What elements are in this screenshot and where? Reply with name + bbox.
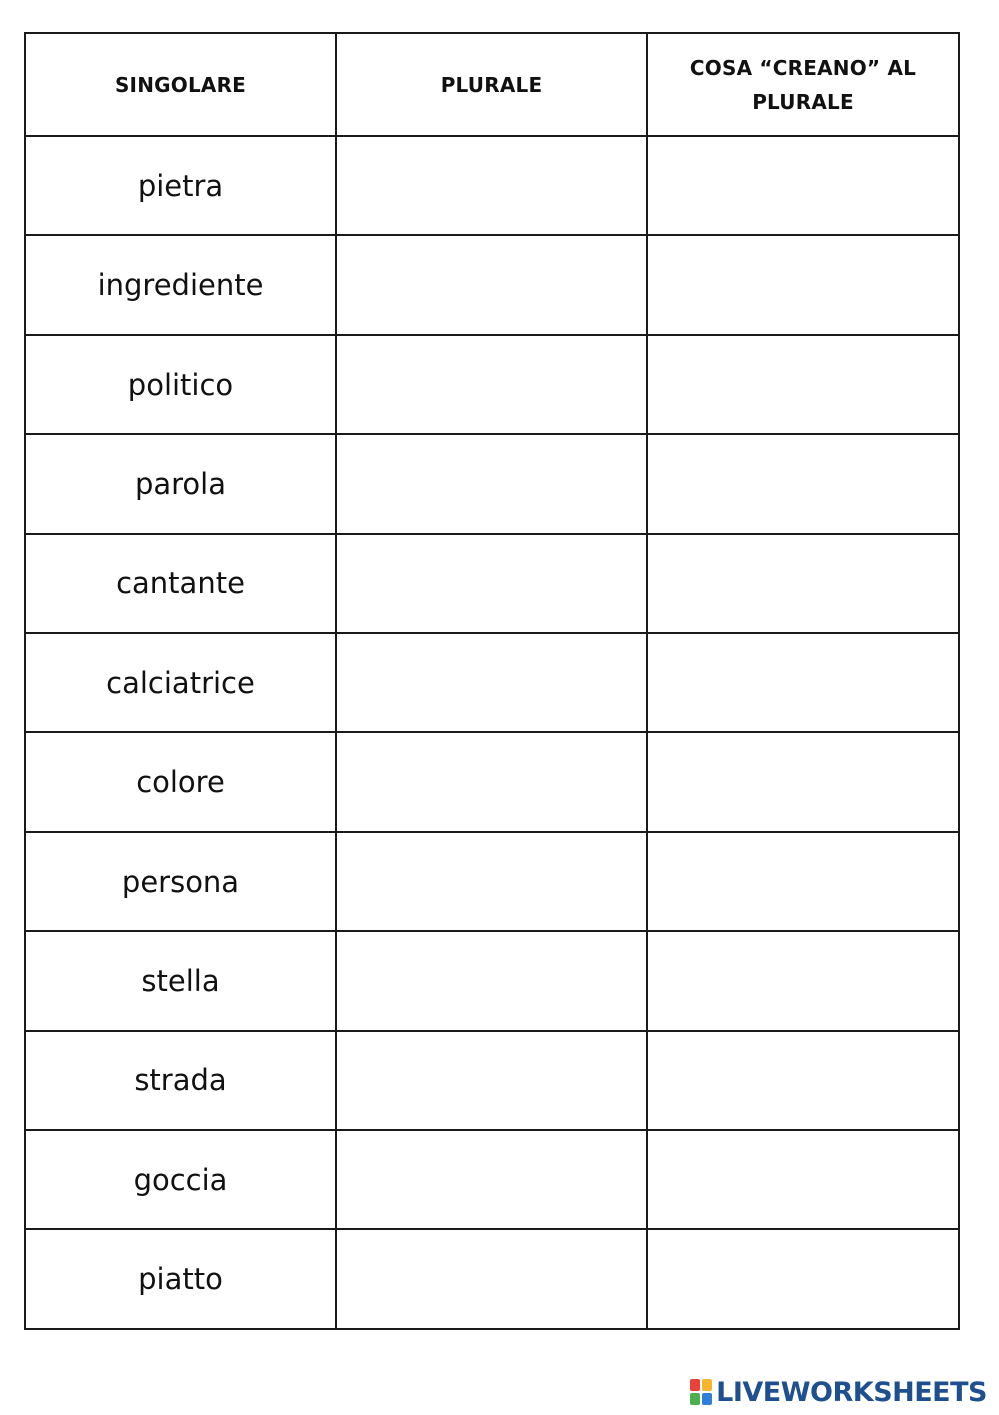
cosa-creano-answer-cell[interactable] <box>647 832 959 931</box>
singolare-cell: persona <box>25 832 336 931</box>
plurale-answer-cell[interactable] <box>336 235 647 334</box>
singolare-cell: calciatrice <box>25 633 336 732</box>
header-cosa-creano: COSA “CREANO” AL PLURALE <box>647 33 959 136</box>
singolare-cell: colore <box>25 732 336 831</box>
plurale-answer-cell[interactable] <box>336 633 647 732</box>
worksheet-table <box>24 32 960 1330</box>
cosa-creano-answer-cell[interactable] <box>647 633 959 732</box>
singolare-cell: stella <box>25 931 336 1030</box>
cosa-creano-answer-cell[interactable] <box>647 335 959 434</box>
cosa-creano-answer-cell[interactable] <box>647 1031 959 1130</box>
singolare-cell: ingrediente <box>25 235 336 334</box>
header-plurale: PLURALE <box>336 33 647 136</box>
singolare-cell: goccia <box>25 1130 336 1229</box>
header-singolare: SINGOLARE <box>25 33 336 136</box>
plurale-answer-cell[interactable] <box>336 1130 647 1229</box>
table-row <box>25 832 959 931</box>
plurale-answer-cell[interactable] <box>336 534 647 633</box>
singolare-cell: strada <box>25 1031 336 1130</box>
table-row <box>25 931 959 1030</box>
table-row <box>25 732 959 831</box>
liveworksheets-brand[interactable] <box>690 1377 987 1407</box>
cosa-creano-answer-cell[interactable] <box>647 235 959 334</box>
table-row <box>25 1130 959 1229</box>
singolare-cell: piatto <box>25 1229 336 1329</box>
plurale-answer-cell[interactable] <box>336 931 647 1030</box>
singolare-cell: politico <box>25 335 336 434</box>
table-row <box>25 136 959 235</box>
plurale-answer-cell[interactable] <box>336 335 647 434</box>
cosa-creano-answer-cell[interactable] <box>647 434 959 533</box>
logo-square-blue <box>702 1393 712 1405</box>
table-row <box>25 1229 959 1329</box>
cosa-creano-answer-cell[interactable] <box>647 1130 959 1229</box>
header-row <box>25 33 959 136</box>
table-row <box>25 434 959 533</box>
plurale-answer-cell[interactable] <box>336 1031 647 1130</box>
plurale-answer-cell[interactable] <box>336 434 647 533</box>
logo-square-red <box>690 1379 700 1391</box>
singolare-cell: pietra <box>25 136 336 235</box>
cosa-creano-answer-cell[interactable] <box>647 732 959 831</box>
singolare-cell: cantante <box>25 534 336 633</box>
table-row <box>25 534 959 633</box>
logo-square-yellow <box>702 1379 712 1391</box>
table-row <box>25 235 959 334</box>
plurale-answer-cell[interactable] <box>336 832 647 931</box>
cosa-creano-answer-cell[interactable] <box>647 534 959 633</box>
logo-square-green <box>690 1393 700 1405</box>
cosa-creano-answer-cell[interactable] <box>647 136 959 235</box>
liveworksheets-logo-icon <box>690 1379 712 1405</box>
plurale-answer-cell[interactable] <box>336 1229 647 1329</box>
table-row <box>25 633 959 732</box>
singolare-cell: parola <box>25 434 336 533</box>
brand-name: LIVEWORKSHEETS <box>716 1376 987 1408</box>
plurale-answer-cell[interactable] <box>336 732 647 831</box>
cosa-creano-answer-cell[interactable] <box>647 1229 959 1329</box>
plurale-answer-cell[interactable] <box>336 136 647 235</box>
table-row <box>25 1031 959 1130</box>
cosa-creano-answer-cell[interactable] <box>647 931 959 1030</box>
table-row <box>25 335 959 434</box>
